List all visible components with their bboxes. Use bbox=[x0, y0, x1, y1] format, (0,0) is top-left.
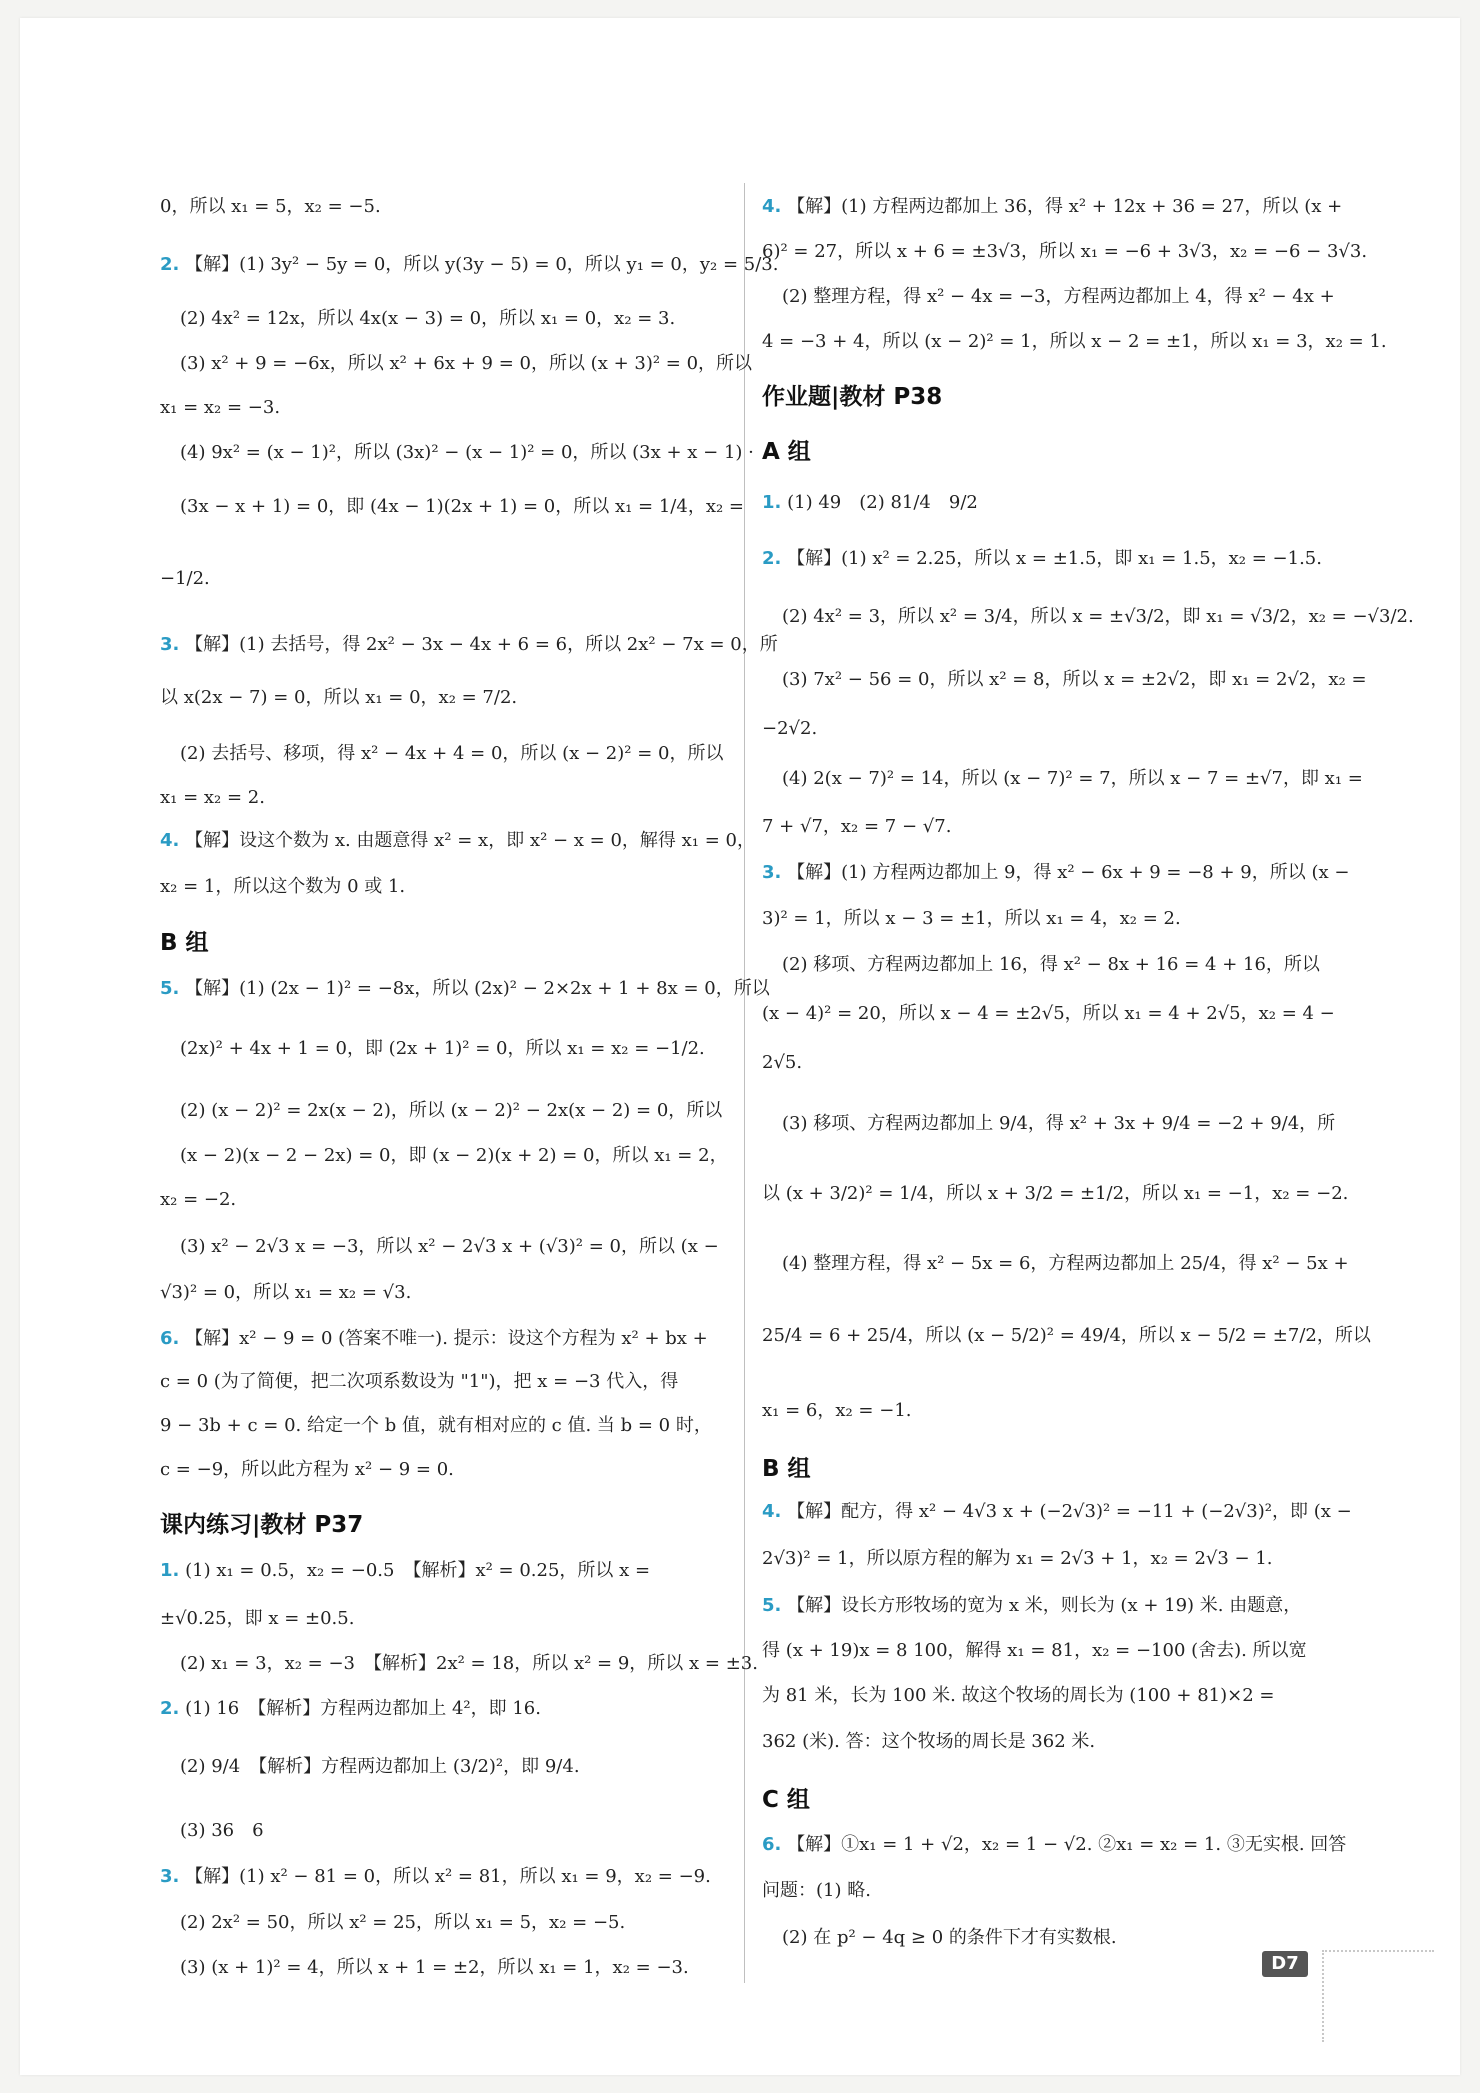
item-number: 3. bbox=[762, 862, 782, 883]
line-text: (3) x² − 2√3 x = −3，所以 x² − 2√3 x + (√3)² = 0，所以 (x − bbox=[180, 1236, 719, 1257]
answer-line bbox=[762, 1113, 1335, 1135]
line-text: 25/4 = 6 + 25/4，所以 (x − 5/2)² = 49/4，所以 x − 5/2 = ±7/2，所以 bbox=[762, 1325, 1371, 1346]
answer-item bbox=[762, 1595, 1301, 1617]
answer-line bbox=[160, 397, 280, 419]
item-number: 5. bbox=[762, 1595, 782, 1616]
line-text: 问题：(1) 略. bbox=[762, 1880, 871, 1901]
line-text: 得 (x + 19)x = 8 100，解得 x₁ = 81，x₂ = −100 (舍去). 所以宽 bbox=[762, 1640, 1307, 1661]
line-text: −1/2. bbox=[160, 568, 210, 589]
answer-item bbox=[762, 196, 1342, 218]
answer-line bbox=[762, 331, 1387, 353]
line-text: 362 (米). 答：这个牧场的周长是 362 米. bbox=[762, 1731, 1096, 1752]
line-text: 9 − 3b + c = 0. 给定一个 b 值，就有相对应的 c 值. 当 b = 0 时， bbox=[160, 1415, 712, 1436]
line-text: (3) x² + 9 = −6x，所以 x² + 6x + 9 = 0，所以 (x + 3)² = 0，所以 bbox=[180, 353, 753, 374]
answer-line bbox=[762, 1548, 1273, 1570]
line-text: x₁ = 6，x₂ = −1. bbox=[762, 1400, 912, 1421]
item-number: 1. bbox=[762, 492, 782, 513]
answer-line bbox=[160, 743, 723, 765]
section-heading: 作业题|教材 P38 bbox=[762, 384, 943, 410]
line-text: 【解】(1) 3y² − 5y = 0，所以 y(3y − 5) = 0，所以 y₁ = 0，y₂ = 5/3. bbox=[185, 254, 779, 275]
line-text: (1) 49 (2) 81/4 9/2 bbox=[787, 492, 978, 513]
line-text: 【解】x² − 9 = 0 (答案不唯一). 提示：设这个方程为 x² + bx + bbox=[185, 1328, 708, 1349]
answer-line bbox=[762, 1325, 1371, 1347]
line-text: (2) 2x² = 50，所以 x² = 25，所以 x₁ = 5，x₂ = −5. bbox=[180, 1912, 626, 1933]
section-heading: B 组 bbox=[160, 930, 209, 956]
answer-item bbox=[160, 830, 755, 852]
answer-item bbox=[762, 548, 1322, 570]
answer-line bbox=[762, 1731, 1095, 1753]
line-text: (2) 9/4 【解析】方程两边都加上 (3/2)²，即 9/4. bbox=[180, 1756, 580, 1777]
answer-line bbox=[762, 1640, 1307, 1662]
section-heading: 课内练习|教材 P37 bbox=[160, 1512, 364, 1538]
line-text: (2) x₁ = 3，x₂ = −3 【解析】2x² = 18，所以 x² = 9，所以 x = ±3. bbox=[180, 1653, 758, 1674]
line-text: x₂ = 1，所以这个数为 0 或 1. bbox=[160, 876, 406, 897]
line-text: (1) x₁ = 0.5，x₂ = −0.5 【解析】x² = 0.25，所以 x = bbox=[185, 1560, 651, 1581]
item-number: 5. bbox=[160, 978, 180, 999]
line-text: 7 + √7，x₂ = 7 − √7. bbox=[762, 816, 952, 837]
item-number: 2. bbox=[762, 548, 782, 569]
answer-line bbox=[762, 1253, 1349, 1275]
line-text: (x − 4)² = 20，所以 x − 4 = ±2√5，所以 x₁ = 4 + 2√5，x₂ = 4 − bbox=[762, 1003, 1335, 1024]
answer-line bbox=[762, 1052, 802, 1074]
line-text: 【解】(1) x² − 81 = 0，所以 x² = 81，所以 x₁ = 9，x₂ = −9. bbox=[185, 1866, 711, 1887]
item-number: 3. bbox=[160, 1866, 180, 1887]
line-text: 6)² = 27，所以 x + 6 = ±3√3，所以 x₁ = −6 + 3√3，x₂ = −6 − 3√3. bbox=[762, 241, 1368, 262]
answer-item bbox=[160, 1866, 711, 1888]
answer-line bbox=[762, 286, 1335, 308]
answer-item bbox=[160, 978, 770, 1000]
answer-line bbox=[762, 908, 1181, 930]
page-number: D7 bbox=[1262, 1951, 1308, 1977]
item-number: 2. bbox=[160, 254, 180, 275]
answer-line bbox=[160, 1189, 236, 1211]
line-text: (4) 2(x − 7)² = 14，所以 (x − 7)² = 7，所以 x − 7 = ±√7，即 x₁ = bbox=[782, 768, 1363, 789]
line-text: x₂ = −2. bbox=[160, 1189, 237, 1210]
item-number: 3. bbox=[160, 634, 180, 655]
line-text: 0，所以 x₁ = 5，x₂ = −5. bbox=[160, 196, 381, 217]
line-text: (2) 4x² = 12x，所以 4x(x − 3) = 0，所以 x₁ = 0，x₂ = 3. bbox=[180, 308, 676, 329]
answer-item bbox=[160, 634, 778, 656]
line-text: 【解】(1) 方程两边都加上 9，得 x² − 6x + 9 = −8 + 9，所以 (x − bbox=[787, 862, 1350, 883]
answer-line bbox=[762, 1183, 1348, 1205]
item-number: 6. bbox=[160, 1328, 180, 1349]
line-text: 以 (x + 3/2)² = 1/4，所以 x + 3/2 = ±1/2，所以 x₁ = −1，x₂ = −2. bbox=[762, 1183, 1349, 1204]
line-text: (3) 36 6 bbox=[180, 1820, 264, 1841]
item-number: 2. bbox=[160, 1698, 180, 1719]
line-text: 为 81 米，长为 100 米. 故这个牧场的周长为 (100 + 81)×2 = bbox=[762, 1685, 1275, 1706]
line-text: 【解】(1) 方程两边都加上 36，得 x² + 12x + 36 = 27，所以 (x + bbox=[787, 196, 1343, 217]
item-number: 1. bbox=[160, 1560, 180, 1581]
answer-line bbox=[160, 787, 265, 809]
answer-line bbox=[160, 308, 675, 330]
answer-line bbox=[762, 1003, 1335, 1025]
line-text: 【解】(1) x² = 2.25，所以 x = ±1.5，即 x₁ = 1.5，x₂ = −1.5. bbox=[787, 548, 1322, 569]
line-text: (x − 2)(x − 2 − 2x) = 0，即 (x − 2)(x + 2) = 0，所以 x₁ = 2， bbox=[180, 1145, 728, 1166]
line-text: c = 0 (为了简便，把二次项系数设为 "1")，把 x = −3 代入，得 bbox=[160, 1371, 679, 1392]
answer-line bbox=[160, 1282, 411, 1304]
answer-line bbox=[762, 606, 1414, 628]
answer-line bbox=[160, 1912, 625, 1934]
answer-item bbox=[762, 862, 1349, 884]
line-text: 4 = −3 + 4，所以 (x − 2)² = 1，所以 x − 2 = ±1，所以 x₁ = 3，x₂ = 1. bbox=[762, 331, 1387, 352]
line-text: (2) 移项、方程两边都加上 16，得 x² − 8x + 16 = 4 + 16，所以 bbox=[782, 954, 1320, 975]
line-text: (4) 9x² = (x − 1)²，所以 (3x)² − (x − 1)² = 0，所以 (3x + x − 1) · bbox=[180, 442, 754, 463]
answer-line bbox=[762, 1400, 912, 1422]
line-text: 【解】配方，得 x² − 4√3 x + (−2√3)² = −11 + (−2√3)²，即 (x − bbox=[787, 1501, 1352, 1522]
corner-decoration bbox=[1322, 1950, 1434, 2042]
line-text: 【解】设长方形牧场的宽为 x 米，则长为 (x + 19) 米. 由题意， bbox=[787, 1595, 1302, 1616]
line-text: (1) 16 【解析】方程两边都加上 4²，即 16. bbox=[185, 1698, 541, 1719]
line-text: x₁ = x₂ = 2. bbox=[160, 787, 265, 808]
answer-item bbox=[762, 1834, 1346, 1856]
line-text: (3) 移项、方程两边都加上 9/4，得 x² + 3x + 9/4 = −2 + 9/4，所 bbox=[782, 1113, 1336, 1134]
section-heading: B 组 bbox=[762, 1456, 811, 1482]
answer-line bbox=[160, 1957, 689, 1979]
answer-line bbox=[160, 1100, 722, 1122]
answer-line bbox=[160, 1236, 719, 1258]
line-text: 2√3)² = 1，所以原方程的解为 x₁ = 2√3 + 1，x₂ = 2√3 − 1. bbox=[762, 1548, 1273, 1569]
answer-line bbox=[160, 568, 210, 590]
answer-line bbox=[762, 816, 951, 838]
line-text: (3x − x + 1) = 0，即 (4x − 1)(2x + 1) = 0，所以 x₁ = 1/4，x₂ = bbox=[180, 496, 744, 517]
answer-line bbox=[762, 1880, 871, 1902]
answer-line bbox=[160, 1608, 354, 1630]
line-text: 2√5. bbox=[762, 1052, 803, 1073]
answer-line bbox=[762, 768, 1363, 790]
answer-line bbox=[160, 353, 752, 375]
item-number: 4. bbox=[762, 1501, 782, 1522]
line-text: c = −9，所以此方程为 x² − 9 = 0. bbox=[160, 1459, 454, 1480]
line-text: √3)² = 0，所以 x₁ = x₂ = √3. bbox=[160, 1282, 412, 1303]
answer-line bbox=[762, 1685, 1274, 1707]
line-text: (2) 4x² = 3，所以 x² = 3/4，所以 x = ±√3/2，即 x₁ = √3/2，x₂ = −√3/2. bbox=[782, 606, 1414, 627]
line-text: (2) (x − 2)² = 2x(x − 2)，所以 (x − 2)² − 2x(x − 2) = 0，所以 bbox=[180, 1100, 723, 1121]
answer-page bbox=[20, 18, 1460, 2075]
answer-line bbox=[160, 876, 405, 898]
answer-item bbox=[160, 1698, 541, 1720]
line-text: (2) 整理方程，得 x² − 4x = −3，方程两边都加上 4，得 x² − 4x + bbox=[782, 286, 1335, 307]
answer-line bbox=[762, 669, 1367, 691]
line-text: (2x)² + 4x + 1 = 0，即 (2x + 1)² = 0，所以 x₁ = x₂ = −1/2. bbox=[180, 1038, 705, 1059]
answer-line bbox=[762, 241, 1367, 263]
answer-line bbox=[160, 1038, 705, 1060]
line-text: (3) 7x² − 56 = 0，所以 x² = 8，所以 x = ±2√2，即 x₁ = 2√2，x₂ = bbox=[782, 669, 1367, 690]
line-text: 以 x(2x − 7) = 0，所以 x₁ = 0，x₂ = 7/2. bbox=[160, 687, 518, 708]
line-text: 【解】①x₁ = 1 + √2，x₂ = 1 − √2. ②x₁ = x₂ = 1. ③无实根. 回答 bbox=[787, 1834, 1347, 1855]
answer-item bbox=[762, 492, 978, 514]
answer-line bbox=[762, 1927, 1117, 1949]
answer-line bbox=[160, 687, 517, 709]
line-text: (3) (x + 1)² = 4，所以 x + 1 = ±2，所以 x₁ = 1，x₂ = −3. bbox=[180, 1957, 689, 1978]
answer-line bbox=[160, 1820, 264, 1842]
item-number: 4. bbox=[762, 196, 782, 217]
section-heading: C 组 bbox=[762, 1787, 810, 1813]
line-text: 【解】设这个数为 x. 由题意得 x² = x，即 x² − x = 0，解得 x₁ = 0， bbox=[185, 830, 755, 851]
answer-line bbox=[160, 1371, 678, 1393]
item-number: 6. bbox=[762, 1834, 782, 1855]
line-text: −2√2. bbox=[762, 718, 818, 739]
line-text: (4) 整理方程，得 x² − 5x = 6，方程两边都加上 25/4，得 x² − 5x + bbox=[782, 1253, 1349, 1274]
line-text: 【解】(1) 去括号，得 2x² − 3x − 4x + 6 = 6，所以 2x² − 7x = 0，所 bbox=[185, 634, 778, 655]
line-text: 【解】(1) (2x − 1)² = −8x，所以 (2x)² − 2×2x + 1 + 8x = 0，所以 bbox=[185, 978, 770, 999]
answer-item bbox=[160, 1560, 650, 1582]
answer-item bbox=[160, 254, 778, 276]
line-text: 3)² = 1，所以 x − 3 = ±1，所以 x₁ = 4，x₂ = 2. bbox=[762, 908, 1181, 929]
answer-line bbox=[160, 1145, 728, 1167]
answer-item bbox=[160, 1328, 708, 1350]
answer-line bbox=[160, 196, 381, 218]
answer-line bbox=[762, 954, 1320, 976]
line-text: ±√0.25，即 x = ±0.5. bbox=[160, 1608, 355, 1629]
answer-item bbox=[762, 1501, 1352, 1523]
line-text: (2) 在 p² − 4q ≥ 0 的条件下才有实数根. bbox=[782, 1927, 1117, 1948]
answer-line bbox=[160, 1756, 580, 1778]
item-number: 4. bbox=[160, 830, 180, 851]
answer-line bbox=[160, 1653, 758, 1675]
section-heading: A 组 bbox=[762, 439, 811, 465]
answer-line bbox=[160, 496, 744, 518]
line-text: (2) 去括号、移项，得 x² − 4x + 4 = 0，所以 (x − 2)² = 0，所以 bbox=[180, 743, 724, 764]
line-text: x₁ = x₂ = −3. bbox=[160, 397, 281, 418]
answer-line bbox=[160, 1459, 454, 1481]
answer-line bbox=[160, 442, 754, 464]
answer-line bbox=[762, 718, 817, 740]
answer-line bbox=[160, 1415, 712, 1437]
